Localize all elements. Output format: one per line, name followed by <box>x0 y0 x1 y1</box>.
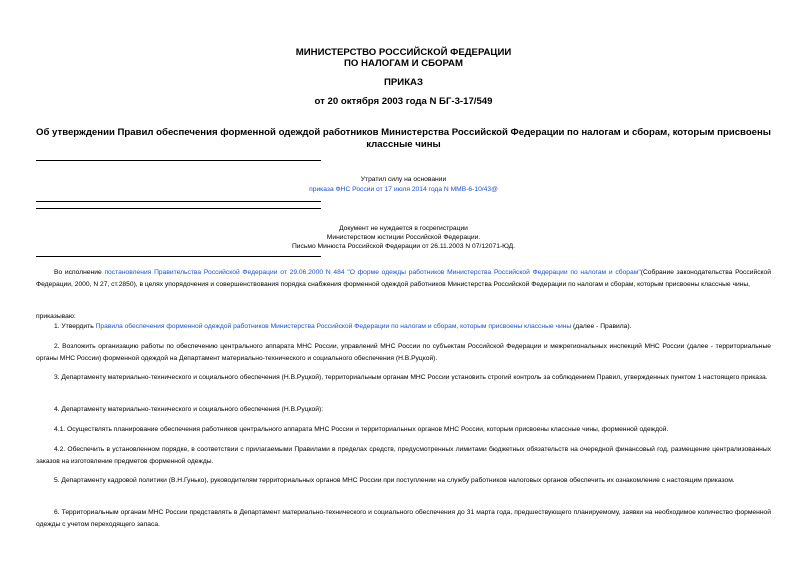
item-1-suffix: (далее - Правила). <box>571 323 632 330</box>
item-1-prefix: 1. Утвердить <box>54 323 96 330</box>
item-4-1 <box>36 424 771 436</box>
divider <box>36 160 321 161</box>
item-5 <box>36 475 771 487</box>
divider <box>36 201 321 202</box>
item-4 <box>36 404 771 416</box>
status-link-line <box>0 185 807 194</box>
divider <box>36 256 321 257</box>
registration-line-1: Документ не нуждается в госрегистрации <box>339 225 468 232</box>
item-3 <box>36 372 771 384</box>
item-5-text: 5. Департаменту кадровой политики (В.Н.Гунько), руководителям территориальных органов МНС России при поступлении на службу работников налоговых органов обеспечить их ознакомление с настоящим приказом. <box>54 477 735 484</box>
preamble-suffix: (Собрание законодательства Российской Федерации, 2000, N 27, ст.2850), в целях упорядочения и совершенствования порядка снабжения форменной одеждой работников Министерства Российской Федерации по налогам и сборам, которым присвоены классные чины, <box>36 269 771 288</box>
document-type: ПРИКАЗ <box>384 77 423 88</box>
item-4-2-text: 4.2. Обеспечить в установленном порядке, в соответствии с прилагаемыми Правилами в пределах средств, предусмотренных лимитами бюджетных обязательств на очередной финансовый год, размещение централизованных заказов на изготовление предметов форменной одежды. <box>36 446 771 465</box>
item-6-text: 6. Территориальным органам МНС России представлять в Департамент материально-технического и социального обеспечения до 31 марта года, предшествующего планируемому, заявки на необходимое количество форменной одежды с учетом переходящего запаса. <box>36 509 771 528</box>
item-4-1-text: 4.1. Осуществлять планирование обеспечения работников центрального аппарата МНС России и территориальных органов МНС России, которым присвоены классные чины, форменной одеждой. <box>54 426 669 433</box>
item-4-2 <box>36 444 771 467</box>
preamble-prefix: Во исполнение <box>54 269 105 276</box>
item-1 <box>36 321 771 333</box>
rules-link[interactable]: Правила обеспечения форменной одеждой работников Министерства Российской Федерации по налогам и сборам, которым присвоены классные чины <box>95 323 572 330</box>
divider <box>36 208 321 209</box>
item-3-text: 3. Департаменту материально-технического и социального обеспечения (Н.В.Руцкой), территориальным органам МНС России установить строгий контроль за соблюдением Правил, утвержденных пунктом 1 настоящего приказа. <box>54 374 768 381</box>
item-6 <box>36 507 771 530</box>
document-date-number: от 20 октября 2003 года N БГ-3-17/549 <box>314 96 493 107</box>
order-word: приказываю: <box>36 313 76 320</box>
status-note: Утратил силу на основании <box>360 176 447 183</box>
ministry-line-2: ПО НАЛОГАМ И СБОРАМ <box>344 58 463 69</box>
ministry-line-1: МИНИСТЕРСТВО РОССИЙСКОЙ ФЕДЕРАЦИИ <box>295 47 512 58</box>
item-2 <box>36 341 771 364</box>
preamble-paragraph <box>36 267 771 290</box>
document-title: Об утверждении Правил обеспечения форменной одеждой работников Министерства Российской Федерации по налогам и сборам, которым присвоены классные чины <box>36 127 772 150</box>
government-decree-link[interactable]: постановления Правительства Российской Федерации от 29.06.2000 N 484 "О форме одежды работников Министерства Российской Федерации по налогам и сборам" <box>104 269 641 276</box>
registration-line-2: Министерством юстиции Российской Федерации. <box>326 234 481 241</box>
repeal-order-link[interactable]: приказа ФНС России от 17 июля 2014 года N ММВ-6-10/43@ <box>309 186 498 193</box>
registration-line-3: Письмо Минюста Российской Федерации от 26.11.2003 N 07/12071-ЮД. <box>291 243 516 250</box>
item-2-text: 2. Возложить организацию работы по обеспечению центрального аппарата МНС России, управлений МНС России по субъектам Российской Федерации и межрегиональных инспекций МНС России (далее - территориальные органы МНС России) форменной одеждой на Департамент материально-технического и социального обеспечения (Н.В.Руцкой). <box>36 343 771 362</box>
item-4-text: 4. Департаменту материально-технического и социального обеспечения (Н.В.Руцкой): <box>54 406 324 413</box>
